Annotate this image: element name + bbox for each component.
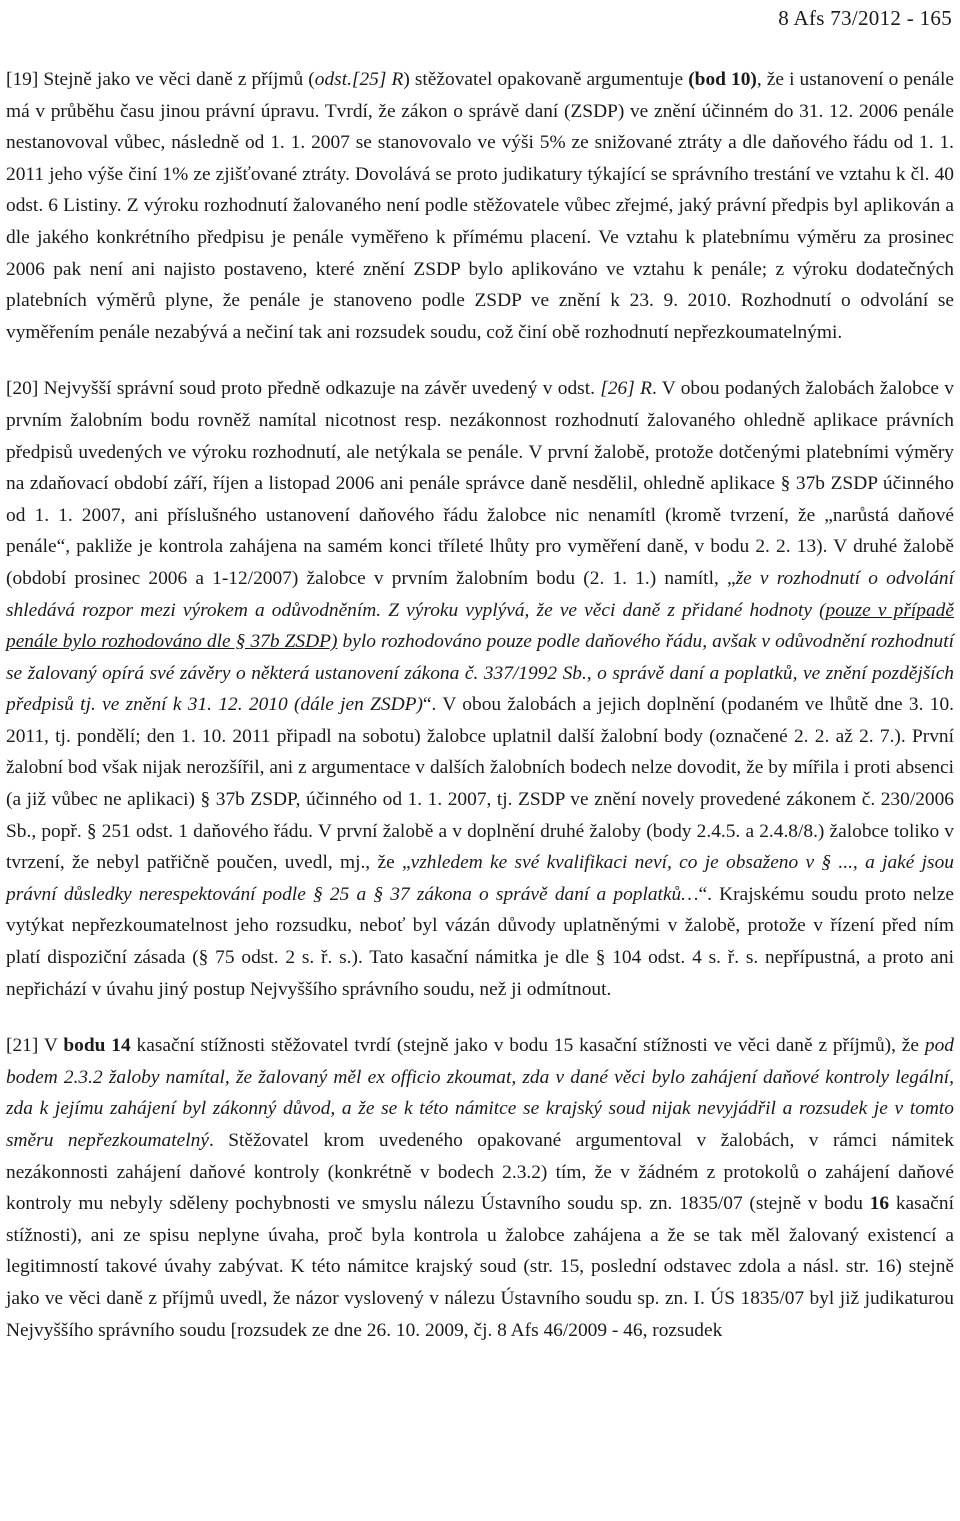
- paragraph-text: bodu 14: [63, 1035, 131, 1057]
- paragraph-number: [20]: [6, 378, 39, 400]
- paragraph-21: [6, 1030, 954, 1346]
- paragraph-text: (bod 10): [688, 69, 757, 90]
- paragraph-19: [6, 64, 954, 348]
- paragraph-number: [21]: [6, 1035, 39, 1057]
- paragraph-text: “. Krajskému soudu proto nelze vytýkat nepřezkoumatelnost jeho rozsudku, neboť byl vázán důvody uplatněnými v žalobě, protože v řízení před ním platí dispoziční zásada (§ 75 odst. 2 s. ř. s.). Tato kasační námitka je dle § 104 odst. 4 s. ř. s. nepřípustná, a proto ani nepřichází v úvahu jiný postup Nejvyššího správního soudu, než ji odmítnout.: [6, 883, 955, 1000]
- document-body: [6, 64, 954, 1346]
- paragraph-text: “. V obou žalobách a jejich doplnění (podaném ve lhůtě dne 3. 10. 2011, tj. pondělí; den 1. 10. 2011 připadl na sobotu) žalobce uplatnil další žalobní body (označené 2. 2. až 2. 7.). První žalobní bod však nijak nerozšířil, ani z argumentace v dalších žalobních bodech nelze dovodit, že by mířila i proti absenci (a již vůbec ne aplikaci) § 37b ZSDP, účinného od 1. 1. 2007, tj. ZSDP ve znění novely provedené zákonem č. 230/2006 Sb., popř. § 251 odst. 1 daňového řádu. V první žalobě a v doplnění druhé žaloby (body 2.4.5. a 2.4.8/8.) žalobce toliko v tvrzení, že nebyl patřičně poučen, uvedl, mj., že „: [6, 694, 954, 874]
- paragraph-text: kasační stížnosti stěžovatel tvrdí (stejně jako v bodu 15 kasační stížnosti ve věci daně z příjmů), že: [130, 1035, 925, 1057]
- paragraph-text: . Stěžovatel krom uvedeného opakované argumentoval v žalobách, v rámci námitek nezákonnosti zahájení daňové kontroly (konkrétně v bodech 2.3.2) tím, že v žádném z protokolů o zahájení daňové kontroly mu nebyly sděleny pochybnosti ve smyslu nálezu Ústavního soudu sp. zn. 1835/07 (stejně v bodu: [6, 1130, 955, 1215]
- paragraph-text: 16: [869, 1193, 890, 1215]
- paragraph-text: kasační stížnosti), ani ze spisu neplyne úvaha, proč byla kontrola u žalobce zahájena a že se tak měl žalovaný existencí a legitimností takové úvahy zabývat. K této námitce krajský soud (str. 15, poslední odstavec zdola a násl. str. 16) stejně jako ve věci daně z příjmů uvedl, že názor vyslovený v nálezu Ústavního soudu sp. zn. I. ÚS 1835/07 byl již judikaturou Nejvyššího správního soudu [rozsudek ze dne 26. 10. 2009, čj. 8 Afs 46/2009 - 46, rozsudek: [6, 1193, 954, 1341]
- paragraph-text: odst.[25] R: [314, 69, 404, 90]
- paragraph-text: V: [38, 1035, 64, 1057]
- paragraph-text: vzhledem ke své kvalifikaci neví, co je obsaženo v § ..., a jaké jsou právní důsledky nerespektování podle § 25 a § 37 zákona o správě daní a poplatků…: [6, 852, 954, 905]
- paragraph-text: ) stěžovatel opakovaně argumentuje: [403, 69, 689, 90]
- paragraph-20: [6, 373, 954, 1005]
- paragraph-number: [19]: [6, 69, 39, 90]
- paragraph-text: , že i ustanovení o penále má v průběhu času jinou právní úpravu. Tvrdí, že zákon o správě daní (ZSDP) ve znění účinném do 31. 12. 2006 penále nestanovoval vůbec, následně od 1. 1. 2007 se stanovovalo ve výši 5% ze snižované ztráty a dle daňového řádu od 1. 1. 2011 jeho výše činí 1% ze zjišťované ztráty. Dovolává se proto judikatury týkající se správního trestání ve vztahu k čl. 40 odst. 6 Listiny. Z výroku rozhodnutí žalovaného není podle stěžovatele vůbec zřejmé, jaký právní předpis byl aplikován a dle jakého konkrétního předpisu je penále vyměřeno k přímému placení. Ve vztahu k platebnímu výměru za prosinec 2006 pak není ani najisto postaveno, které znění ZSDP bylo aplikováno ve vztahu k penále; z výroku dodatečných platebních výměrů plyne, že penále je stanoveno podle ZSDP ve znění k 23. 9. 2010. Rozhodnutí o odvolání se vyměřením penále nezabývá a nečiní tak ani rozsudek soudu, což činí obě rozhodnutí nepřezkoumatelnými.: [6, 69, 954, 343]
- case-reference: 8 Afs 73/2012 - 165: [778, 6, 952, 30]
- paragraph-text: (pouze v případě penále bylo rozhodováno dle § 37b ZSDP): [6, 599, 954, 653]
- paragraph-text: bylo rozhodováno pouze podle daňového řádu, avšak v odůvodnění rozhodnutí se žalovaný opírá své závěry o některá ustanovení zákona č. 337/1992 Sb., o správě daní a poplatků, ve znění pozdějších předpisů tj. ve znění k 31. 12. 2010 (dále jen ZSDP): [6, 631, 954, 716]
- paragraph-text: Stejně jako ve věci daně z příjmů (: [38, 69, 315, 90]
- paragraph-text: [26] R: [600, 378, 652, 400]
- paragraph-text: pod bodem 2.3.2 žaloby namítal, že žalovaný měl ex officio zkoumat, zda v dané věci bylo zahájení daňové kontroly legální, zda k jejímu zahájení byl zákonný důvod, a že se k této námitce se krajský soud nijak nevyjádřil a rozsudek je v tomto směru nepřezkoumatelný: [6, 1035, 954, 1151]
- paragraph-text: že v rozhodnutí o odvolání shledává rozpor mezi výrokem a odůvodněním. Z výroku vyplývá, že ve věci daně z přidané hodnoty: [6, 567, 954, 621]
- paragraph-text: Nejvyšší správní soud proto předně odkazuje na závěr uvedený v odst.: [38, 378, 601, 400]
- paragraph-text: . V obou podaných žalobách žalobce v prvním žalobním bodu rovněž namítal nicotnost resp. nezákonnost rozhodnutí žalovaného ohledně aplikace právních předpisů uvedených ve výroku rozhodnutí, ale netýkala se penále. V první žalobě, protože dotčenými platebními výměry na zdaňovací období září, říjen a listopad 2006 ani penále správce daně nesdělil, ohledně aplikace § 37b ZSDP účinného od 1. 1. 2007, ani příslušného ustanovení daňového řádu žalobce nic nenamítl (kromě tvrzení, že „narůstá daňové penále“, pakliže je kontrola zahájena na samém konci tříleté lhůty pro vyměření daně, v bodu 2. 2. 13). V druhé žalobě (období prosinec 2006 a 1-12/2007) žalobce v prvním žalobním bodu (2. 1. 1.) namítl, „: [6, 378, 954, 589]
